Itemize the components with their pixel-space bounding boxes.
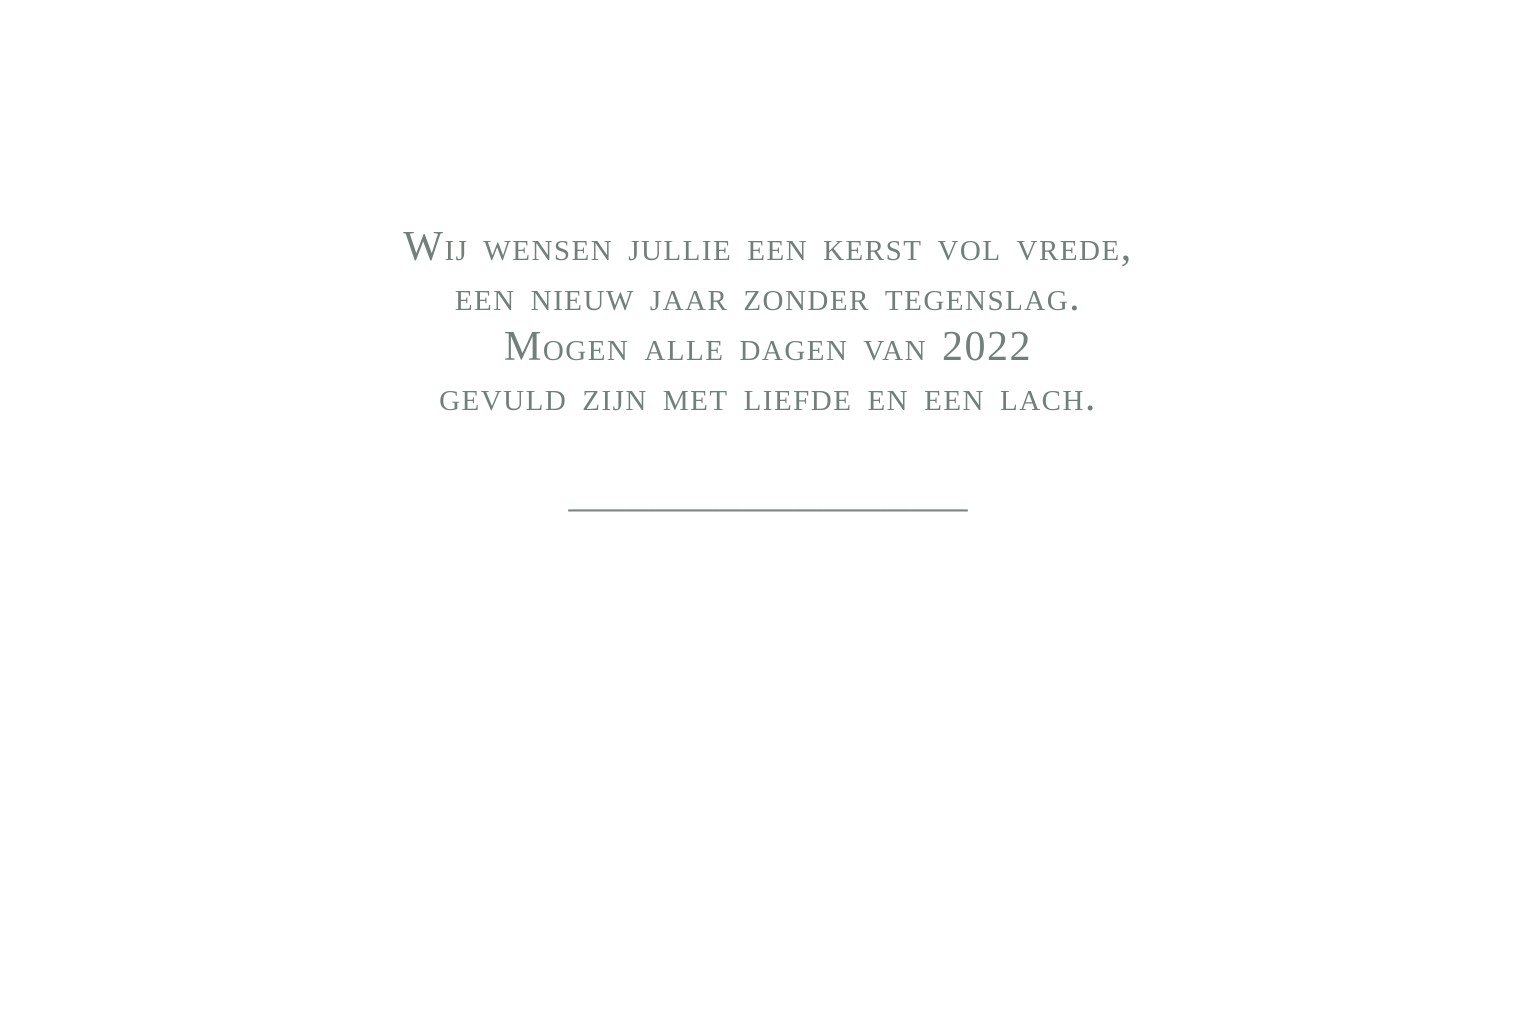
greeting-line-2: een nieuw jaar zonder tegenslag. bbox=[454, 274, 1082, 320]
greeting-line-4: gevuld zijn met liefde en een lach. bbox=[439, 374, 1097, 420]
signature-line: ___________________ bbox=[568, 470, 968, 516]
greeting-text-block bbox=[0, 222, 1536, 518]
greeting-line-3: Mogen alle dagen van 2022 bbox=[503, 324, 1033, 370]
greeting-line-1: Wij wensen jullie een kerst vol vrede, bbox=[403, 224, 1133, 270]
